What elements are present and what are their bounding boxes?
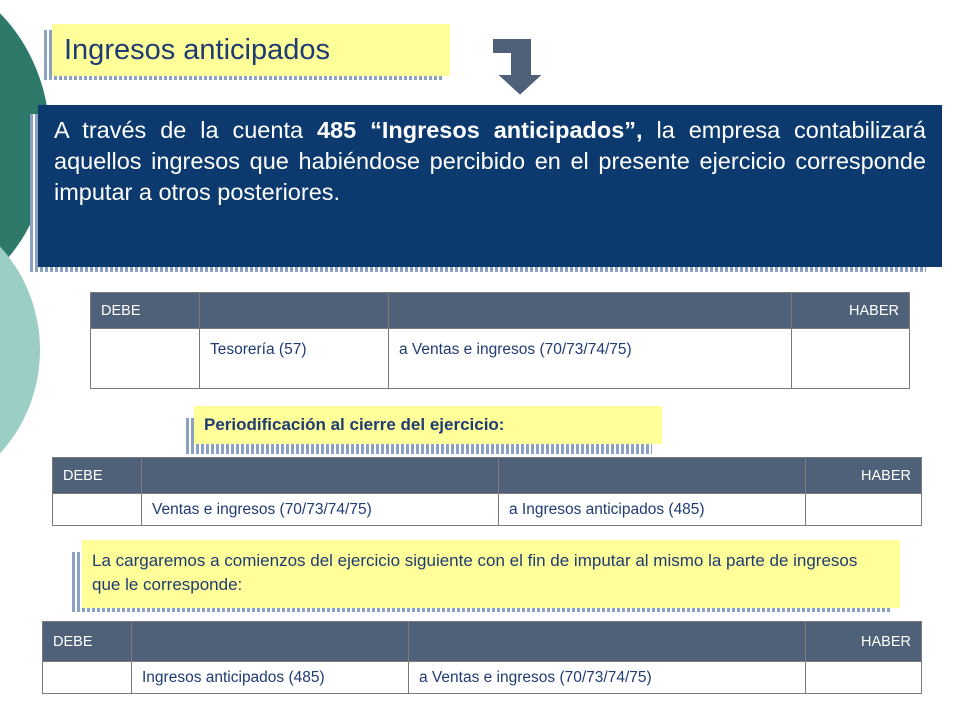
description-account-name: 485 “Ingresos anticipados”,: [316, 117, 643, 143]
debe-header: DEBE: [91, 293, 200, 329]
header-cell-empty: [200, 293, 389, 329]
debit-account-cell: Tesorería (57): [200, 329, 389, 389]
header-cell-empty: [132, 622, 409, 662]
credit-amount-cell: [792, 329, 910, 389]
debit-amount-cell: [53, 494, 142, 526]
next-period-note: La cargaremos a comienzos del ejercicio siguiente con el fin de imputar al mismo la parte de ingresos que le corresponde:: [82, 540, 900, 608]
header-cell-empty: [409, 622, 806, 662]
journal-entry-table-1: [90, 292, 910, 389]
journal-entry-table-2: [52, 457, 922, 526]
debe-header: DEBE: [43, 622, 132, 662]
description-text-1: A través de la cuenta: [54, 117, 317, 143]
debit-account-cell: Ventas e ingresos (70/73/74/75): [142, 494, 499, 526]
period-closing-note: Periodificación al cierre del ejercicio:: [194, 406, 662, 444]
journal-entry-table-3: [42, 621, 922, 694]
down-arrow-icon: [490, 36, 548, 98]
debit-amount-cell: [91, 329, 200, 389]
credit-account-cell: a Ventas e ingresos (70/73/74/75): [389, 329, 792, 389]
slide-title: Ingresos anticipados: [52, 24, 450, 76]
header-cell-empty: [499, 458, 806, 494]
haber-header: HABER: [792, 293, 910, 329]
haber-header: HABER: [806, 458, 922, 494]
debit-account-cell: Ingresos anticipados (485): [132, 662, 409, 694]
credit-account-cell: a Ingresos anticipados (485): [499, 494, 806, 526]
haber-header: HABER: [806, 622, 922, 662]
credit-amount-cell: [806, 494, 922, 526]
credit-account-cell: a Ventas e ingresos (70/73/74/75): [409, 662, 806, 694]
header-cell-empty: [389, 293, 792, 329]
description-box: [38, 105, 942, 267]
credit-amount-cell: [806, 662, 922, 694]
debe-header: DEBE: [53, 458, 142, 494]
description-text-2: la empresa contabilizará aquellos ingresos que habiéndose percibido en el presente ejercicio corresponde imputar a otros posteriores.: [54, 117, 926, 205]
header-cell-empty: [142, 458, 499, 494]
debit-amount-cell: [43, 662, 132, 694]
